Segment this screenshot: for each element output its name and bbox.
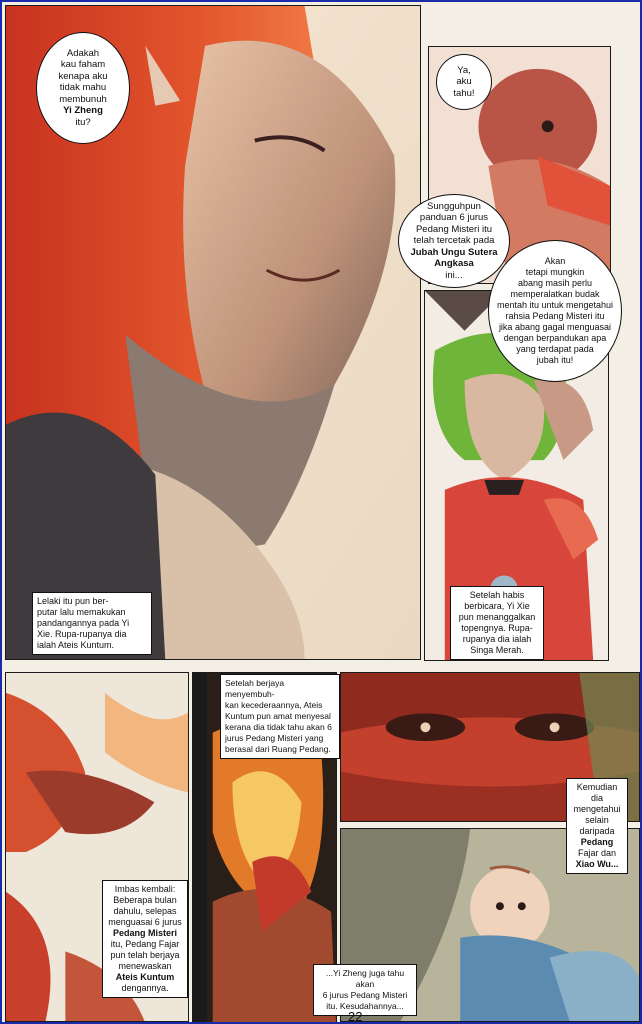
bubble-line: jika abang gagal menguasai (498, 322, 612, 332)
bubble-line: Pedang Misteri itu (415, 223, 493, 235)
caption-line: Xie. Rupa-rupanya dia (37, 629, 127, 639)
bubble-line: kau faham (60, 59, 106, 71)
bubble-line: tidak mahu (59, 82, 107, 94)
bubble-line: kenapa aku (58, 70, 108, 82)
caption-imbas-kembali (102, 880, 188, 998)
caption-line: daripada (579, 826, 615, 836)
caption-line: jurus Pedang Misteri yang (225, 733, 324, 743)
bubble-line: itu? (75, 116, 91, 128)
caption-line: putar lalu memakukan (37, 607, 126, 617)
bubble-line: mentah itu untuk mengetahui (496, 300, 614, 310)
caption-line: Setelah berjaya menyembuh- (225, 678, 285, 699)
caption-line: berasal dari Ruang Pedang. (225, 744, 331, 754)
caption-line: rupanya dia ialah (462, 634, 532, 644)
caption-line: menewaskan (118, 961, 172, 971)
caption-line: 6 jurus Pedang Misteri (322, 990, 408, 1000)
caption-line: ...Yi Zheng juga tahu akan (325, 968, 405, 989)
caption-line: Singa Merah. (470, 645, 524, 655)
caption-line: Fajar dan (577, 848, 617, 858)
caption-line: itu. Kesudahannya... (326, 1001, 404, 1011)
caption-line: mengetahui (573, 804, 621, 814)
bubble-line: Adakah (66, 47, 100, 59)
bubble-line: tetapi mungkin (525, 267, 585, 277)
speech-bubble-sungguhpun (398, 194, 510, 288)
caption-line: pun telah berjaya (110, 950, 180, 960)
caption-line: pandangannya pada Yi (37, 618, 130, 628)
caption-line: kerana dia tidak tahu akan 6 (225, 722, 332, 732)
caption-line: Imbas kembali: (114, 884, 176, 894)
caption-lelaki-itu (32, 592, 152, 655)
bubble-line: Akan (544, 256, 566, 266)
bubble-line: telah tercetak pada (413, 235, 495, 247)
bubble-line: rahsia Pedang Misteri itu (505, 311, 605, 321)
bubble-line: panduan 6 jurus (419, 212, 489, 224)
caption-kemudian-dia (566, 778, 628, 874)
caption-setelah-berjaya (220, 674, 340, 759)
caption-setelah-habis (450, 586, 544, 660)
caption-line: Beberapa bulan (113, 895, 177, 905)
caption-line: Pedang (580, 837, 614, 847)
bubble-line: Sungguhpun (427, 200, 481, 212)
bubble-line: yang terdapat pada (516, 344, 594, 354)
caption-line: Xiao Wu... (575, 859, 619, 869)
caption-line: kan kecederaannya, Ateis (225, 700, 323, 710)
caption-line: Kemudian dia (576, 782, 618, 803)
caption-line: berbicara, Yi Xie (464, 601, 530, 611)
speech-bubble-ya-aku-tahu (436, 54, 492, 110)
bubble-line: jubah itu! (536, 355, 574, 365)
bubble-line: dengan berpandukan apa (503, 333, 607, 343)
caption-line: itu, Pedang Fajar (110, 939, 180, 949)
caption-line: topengnya. Rupa- (461, 623, 533, 633)
caption-line: selain (585, 815, 609, 825)
bubble-line: tahu! (453, 87, 475, 99)
bubble-line: abang masih perlu (517, 278, 593, 288)
caption-line: Lelaki itu pun ber- (37, 596, 109, 606)
caption-line: Setelah habis (469, 590, 525, 600)
bubble-line: membunuh (59, 93, 107, 105)
bubble-line: Yi Zheng (63, 105, 103, 117)
caption-line: dahulu, selepas (113, 906, 177, 916)
bubble-line: memperalatkan budak (510, 289, 600, 299)
bubble-line: Ya, (457, 64, 471, 76)
caption-line: dengannya. (121, 983, 169, 993)
caption-line: menguasai 6 jurus (108, 917, 182, 927)
bubble-line: Angkasa (434, 258, 474, 270)
caption-line: pun menanggalkan (458, 612, 536, 622)
bubble-line: ini... (445, 269, 463, 281)
page-number: 22 (348, 1009, 363, 1024)
bubble-line: aku (456, 76, 472, 88)
caption-line: ialah Ateis Kuntum. (37, 640, 115, 650)
caption-yi-zheng-juga (313, 964, 417, 1016)
caption-line: Ateis Kuntum (115, 972, 175, 982)
caption-line: Pedang Misteri (112, 928, 177, 938)
speech-bubble-kau-faham (36, 32, 130, 144)
speech-bubble-akan-tetapi (488, 240, 622, 382)
caption-line: Kuntum pun amat menyesal (225, 711, 331, 721)
bubble-line: Jubah Ungu Sutera (410, 246, 498, 258)
